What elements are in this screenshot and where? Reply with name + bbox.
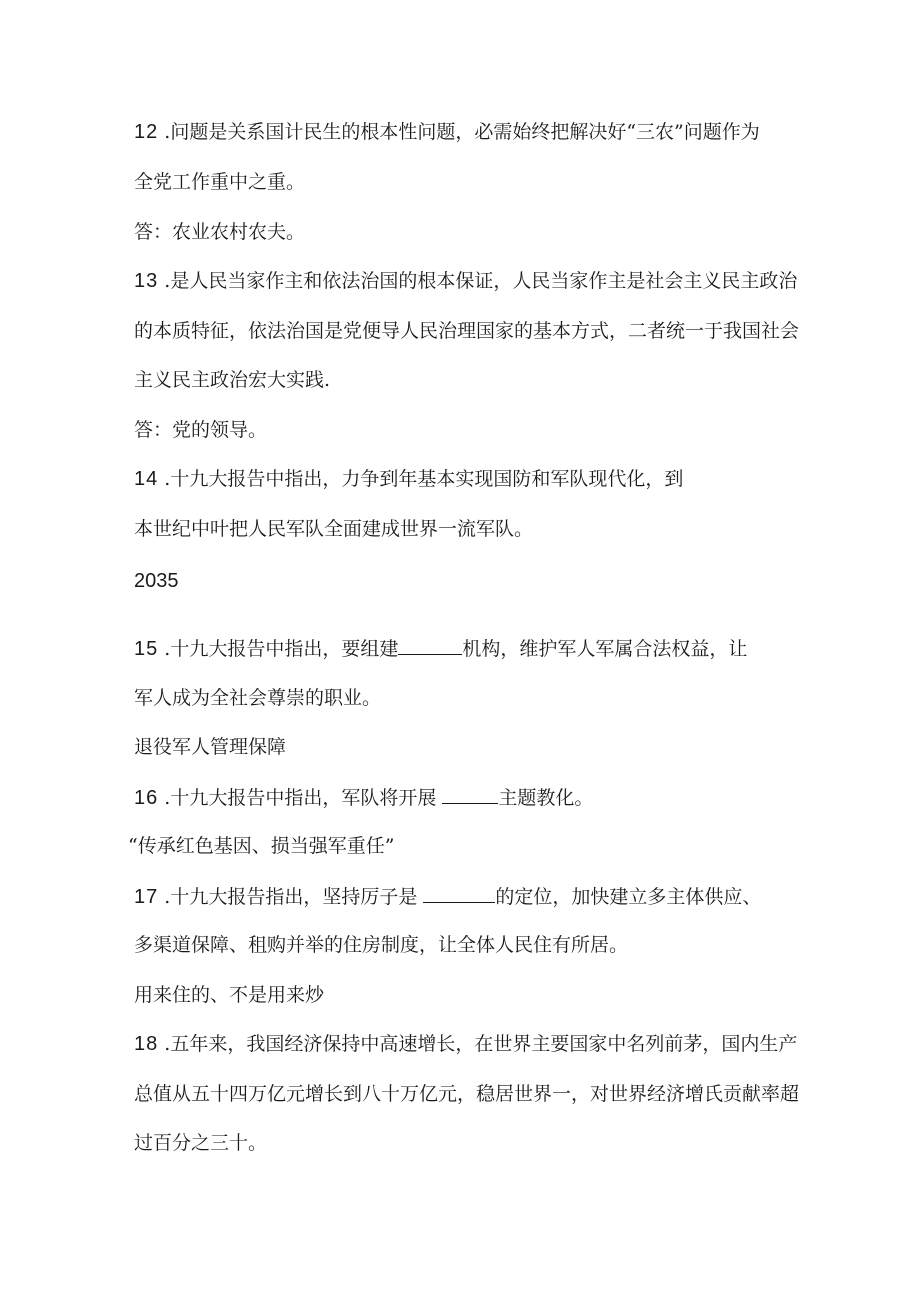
question-text: .五年来，我国经济保持中高速增长，在世界主要国家中名列前茅，国内生产 <box>158 1033 798 1055</box>
question-text: .十九大报告中指出，军队将开展 <box>158 787 443 809</box>
question-13-line-1 <box>134 269 797 293</box>
question-14-line-1 <box>134 467 683 491</box>
question-text: .十九大报告中指出，力争到年基本实现国防和军队现代化，到 <box>158 468 684 490</box>
question-16-line-1 <box>134 785 593 810</box>
question-14-answer: 2035 <box>134 570 179 592</box>
question-18-line-3: 过百分之三十。 <box>134 1132 268 1154</box>
question-text: .十九大报告指出，坚持厉子是 <box>158 886 424 908</box>
fill-in-blank <box>442 785 498 804</box>
question-number: 13 <box>134 270 159 292</box>
question-text: .问题是关系国计民生的根本性问题，必需始终把解决好“三农”问题作为 <box>158 121 760 143</box>
question-17-line-1 <box>134 884 761 909</box>
question-18-line-2: 总值从五十四万亿元增长到八十万亿元，稳居世界一，对世界经济增氏贡献率超 <box>134 1083 800 1105</box>
question-number: 14 <box>134 468 159 490</box>
question-12-line-2: 全党工作重中之重。 <box>134 171 306 193</box>
question-13-line-2: 的本质特征，依法治国是党便导人民治理国家的基本方式，二者统一于我国社会 <box>134 320 800 342</box>
fill-in-blank <box>398 636 462 655</box>
question-18-line-1 <box>134 1032 797 1056</box>
question-16-answer: “传承红色基因、损当强军重任” <box>128 835 395 857</box>
question-number: 17 <box>134 886 159 908</box>
question-number: 15 <box>134 638 159 660</box>
question-number: 16 <box>134 787 159 809</box>
question-12-answer: 答：农业农村农夫。 <box>134 221 306 243</box>
question-12-line-1 <box>134 120 760 144</box>
question-17-answer: 用来住的、不是用来炒 <box>134 984 325 1006</box>
question-text: 的定位，加快建立多主体供应、 <box>495 886 762 908</box>
question-15-line-2: 军人成为全社会尊崇的职业。 <box>134 687 382 709</box>
question-13-line-3: 主义民主政治宏大实践. <box>134 369 331 391</box>
question-text: 机构，维护军人军属合法权益，让 <box>462 638 748 660</box>
question-15-answer: 退役军人管理保障 <box>134 736 287 758</box>
question-number: 18 <box>134 1033 159 1055</box>
question-17-line-2: 多渠道保障、租购并举的住房制度，让全体人民住有所居。 <box>134 934 629 956</box>
question-number: 12 <box>134 121 159 143</box>
question-text: .十九大报告中指出，要组建 <box>158 638 399 660</box>
question-13-answer: 答：党的领导。 <box>134 419 268 441</box>
question-14-line-2: 本世纪中叶把人民军队全面建成世界一流军队。 <box>134 518 534 540</box>
question-15-line-1 <box>134 636 747 661</box>
question-text: .是人民当家作主和依法治国的根本保证，人民当家作主是社会主义民主政治 <box>158 270 798 292</box>
question-text: 主题教化。 <box>498 787 594 809</box>
fill-in-blank <box>423 884 495 903</box>
